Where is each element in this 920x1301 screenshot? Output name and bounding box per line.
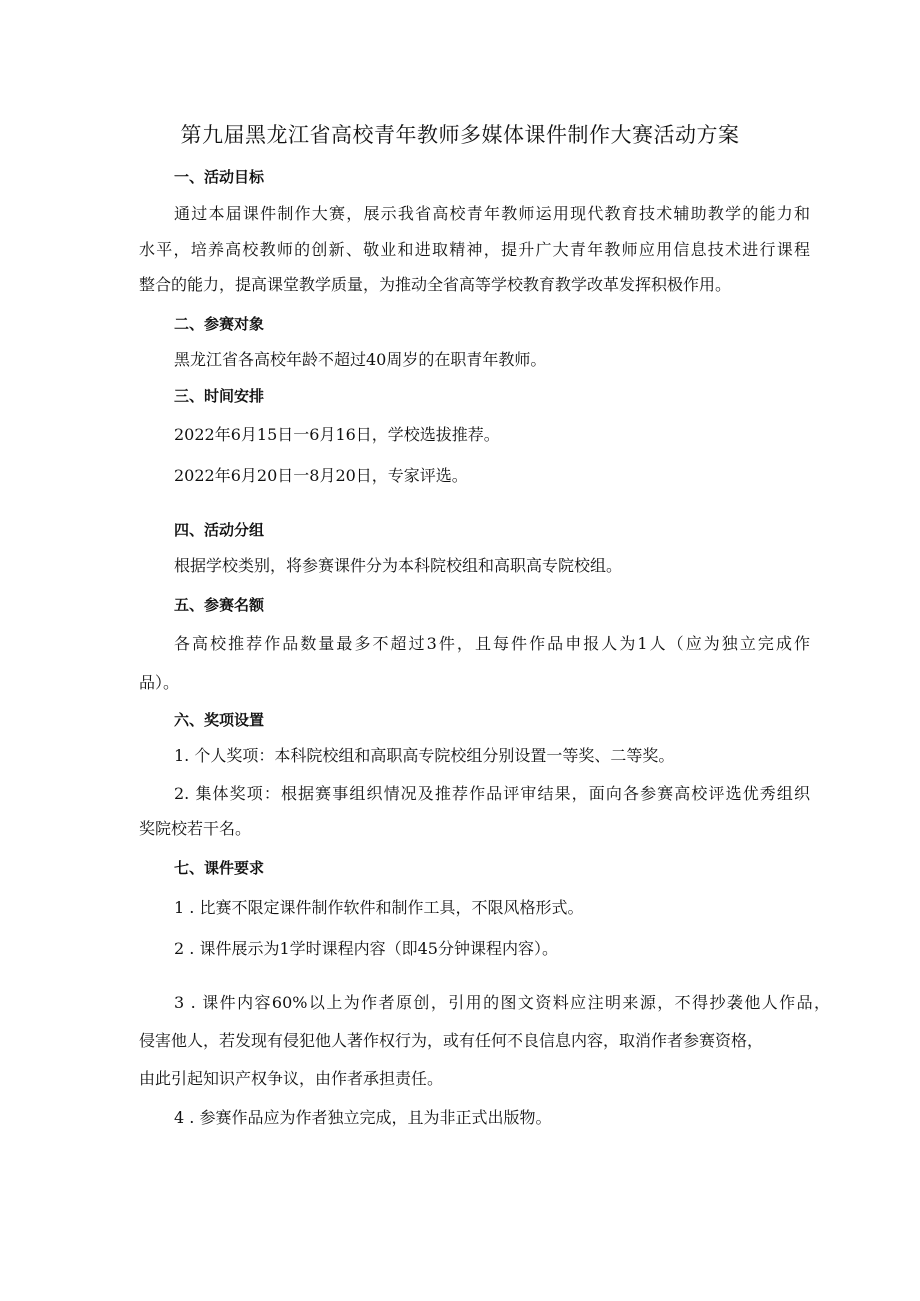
paragraph-line: 2. 集体奖项：根据赛事组织情况及推荐作品评审结果，面向各参赛高校评选优秀组织 [174, 784, 810, 803]
section-heading: 五、参赛名额 [174, 596, 265, 614]
paragraph-line: 根据学校类别，将参赛课件分为本科院校组和高职高专院校组。 [174, 556, 623, 575]
document-title: 第九届黑龙江省高校青年教师多媒体课件制作大赛活动方案 [180, 123, 740, 147]
paragraph-line: 通过本届课件制作大赛，展示我省高校青年教师运用现代教育技术辅助教学的能力和 [174, 204, 810, 223]
section-heading: 三、时间安排 [174, 387, 265, 405]
paragraph-line: 整合的能力，提高课堂教学质量，为推动全省高等学校教育教学改革发挥积极作用。 [139, 275, 732, 294]
paragraph-line: 黑龙江省各高校年龄不超过40周岁的在职青年教师。 [174, 350, 547, 369]
section-heading: 四、活动分组 [174, 521, 265, 539]
paragraph-line: 2022年6月15日一6月16日，学校选拔推荐。 [174, 425, 500, 444]
paragraph-line: 品）。 [139, 673, 180, 692]
paragraph-line: 1. 个人奖项：本科院校组和高职高专院校组分别设置一等奖、二等奖。 [174, 746, 675, 765]
paragraph-line: 奖院校若干名。 [139, 819, 252, 838]
paragraph-line: 2022年6月20日一8月20日，专家评选。 [174, 466, 468, 485]
paragraph-line: 4 . 参赛作品应为作者独立完成，且为非正式出版物。 [174, 1108, 552, 1127]
section-heading: 一、活动目标 [174, 168, 265, 186]
section-heading: 六、奖项设置 [174, 711, 265, 729]
paragraph-line: 由此引起知识产权争议，由作者承担责任。 [139, 1069, 444, 1088]
section-heading: 七、课件要求 [174, 859, 265, 877]
paragraph-line: 3 . 课件内容60%以上为作者原创，引用的图文资料应注明来源，不得抄袭他人作品， [174, 993, 830, 1012]
paragraph-line: 1 . 比赛不限定课件制作软件和制作工具，不限风格形式。 [174, 898, 584, 917]
paragraph-line: 水平，培养高校教师的创新、敬业和进取精神，提升广大青年教师应用信息技术进行课程 [139, 240, 810, 259]
section-heading: 二、参赛对象 [174, 315, 265, 333]
paragraph-line: 侵害他人，若发现有侵犯他人著作权行为，或有任何不良信息内容，取消作者参赛资格， [139, 1031, 764, 1050]
paragraph-line: 2 . 课件展示为1学时课程内容（即45分钟课程内容）。 [174, 939, 558, 958]
paragraph-line: 各高校推荐作品数量最多不超过3件，且每件作品申报人为1人（应为独立完成作 [174, 634, 810, 653]
